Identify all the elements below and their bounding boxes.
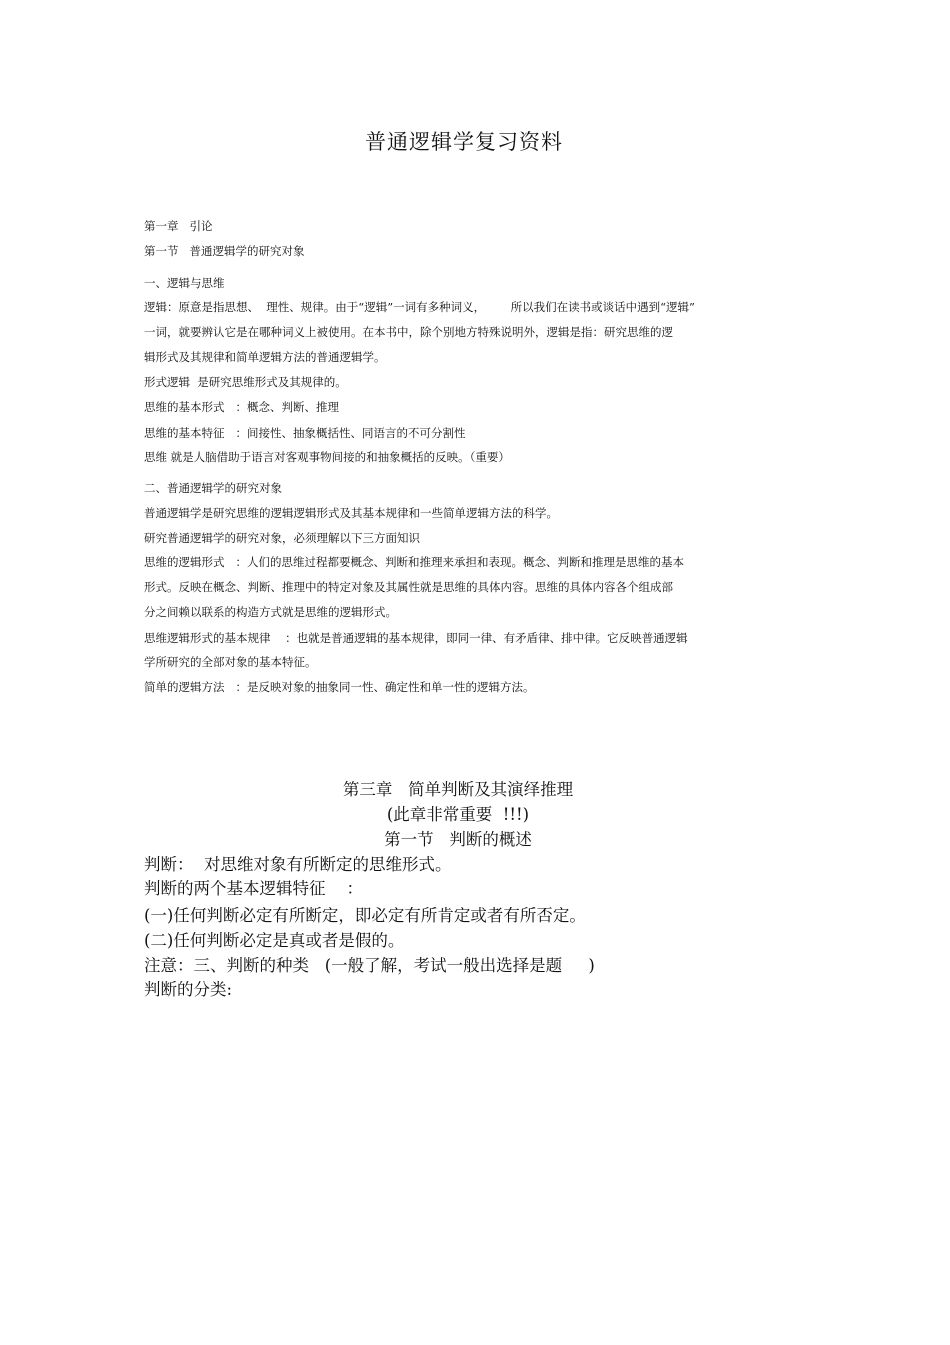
basic-features-paragraph: 思维的基本特征 ：间接性、抽象概括性、同语言的不可分割性 <box>144 426 466 440</box>
attention-paragraph: 注意：三、判断的种类 (一般了解，考试一般出选择是题 ) <box>144 956 595 975</box>
logic-definition-line1: 逻辑：原意是指思想、 理性、规律。由于“逻辑”一词有多种词义， 所以我们在读书或谈话中遇到“逻辑” <box>144 300 695 314</box>
part1-heading: 一、逻辑与思维 <box>144 276 225 290</box>
chapter1-section1-heading: 第一节 普通逻辑学的研究对象 <box>144 244 305 258</box>
logical-form-line2: 形式。反映在概念、判断、推理中的特定对象及其属性就是思维的具体内容。思维的具体内容各个组成部 <box>144 580 673 594</box>
chapter1-heading: 第一章 引论 <box>144 219 213 233</box>
document-title: 普通逻辑学复习资料 <box>365 130 563 154</box>
feature1-paragraph: (一)任何判断必定有所断定，即必定有所肯定或者有所否定。 <box>144 906 586 925</box>
study-object-paragraph: 研究普通逻辑学的研究对象，必须理解以下三方面知识 <box>144 531 420 545</box>
formal-logic-paragraph: 形式逻辑 是研究思维形式及其规律的。 <box>144 375 347 389</box>
judgment-definition: 判断： 对思维对象有所断定的思维形式。 <box>144 855 452 874</box>
two-features-heading: 判断的两个基本逻辑特征 ： <box>144 879 363 898</box>
simple-methods-paragraph: 简单的逻辑方法 ：是反映对象的抽象同一性、确定性和单一性的逻辑方法。 <box>144 680 535 694</box>
thinking-definition-paragraph: 思维 就是人脑借助于语言对客观事物间接的和抽象概括的反映。（重要） <box>144 450 510 464</box>
general-logic-definition: 普通逻辑学是研究思维的逻辑逻辑形式及其基本规律和一些简单逻辑方法的科学。 <box>144 506 558 520</box>
classification-heading: 判断的分类: <box>144 980 233 999</box>
logical-form-line1: 思维的逻辑形式 ：人们的思维过程都要概念、判断和推理来承担和表现。概念、判断和推理是思维的基本 <box>144 555 684 569</box>
part2-heading: 二、普通逻辑学的研究对象 <box>144 481 282 495</box>
chapter3-note: (此章非常重要 !!!) <box>386 805 530 824</box>
feature2-paragraph: (二)任何判断必定是真或者是假的。 <box>144 931 405 950</box>
chapter3-section1-heading: 第一节 判断的概述 <box>384 830 532 849</box>
chapter3-heading: 第三章 简单判断及其演绎推理 <box>342 780 574 799</box>
logic-definition-line3: 辑形式及其规律和简单逻辑方法的普通逻辑学。 <box>144 350 386 364</box>
basic-forms-paragraph: 思维的基本形式 ：概念、判断、推理 <box>144 400 339 414</box>
basic-laws-line1: 思维逻辑形式的基本规律 ：也就是普通逻辑的基本规律，即同一律、有矛盾律、排中律。它反映普通逻辑 <box>144 631 688 645</box>
logic-definition-line2: 一词，就要辨认它是在哪种词义上被使用。在本书中，除个别地方特殊说明外，逻辑是指：研究思维的逻 <box>144 325 673 339</box>
logical-form-line3: 分之间赖以联系的构造方式就是思维的逻辑形式。 <box>144 605 397 619</box>
basic-laws-line2: 学所研究的全部对象的基本特征。 <box>144 655 317 669</box>
